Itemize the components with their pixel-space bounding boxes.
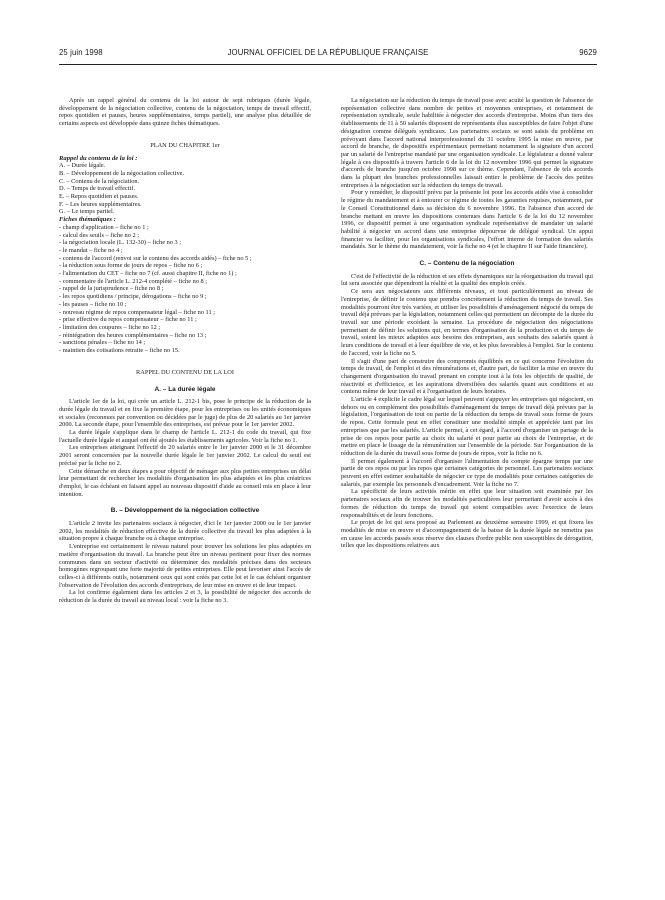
section-c-paragraph: Le projet de loi qui sera proposé au Parlement au deuxième semestre 1999, et qui fixera les modalités de mise en œuvre et d'accompagnement de la baisse de la durée légale ne remettra pas en cause les accords passés sous réserve des clauses d'ordre public non susceptibles de dérogation, telles que les dispositions relatives aux [341, 519, 593, 550]
fiche-item: - rappel de la jurisprudence – fiche no 8 ; [59, 285, 164, 293]
header-journal-title: JOURNAL OFFICIEL DE LA RÉPUBLIQUE FRANÇAISE [227, 48, 429, 57]
plan-title: PLAN DU CHAPITRE 1er [150, 141, 220, 149]
section-a-title: A. – La durée légale [154, 385, 216, 393]
fiche-item: - champ d'application – fiche no 1 ; [59, 223, 149, 231]
rappel-item: G. – Le temps partiel. [59, 208, 115, 216]
section-c-paragraph: Il s'agit d'une part de construire des compromis équilibrés en ce qui concerne l'évolution du temps de travail, de l'emploi et des rémunérations et, d'autre part, de faciliter la mise en œuvre du changement d'organisation du travail prenant en compte tout à la fois les objectifs de qualité, de réactivité et d'efficience, et les aspirations diversifiées des salariés quant aux conditions et au contenu même de leur travail et à l'organisation de leurs horaires. [341, 357, 593, 396]
fiche-item: - réintégration des heures complémentaires – fiche no 13 ; [59, 331, 207, 339]
fiche-item: - calcul des seuils – fiche no 2 ; [59, 231, 139, 239]
continued-paragraph: La négociation sur la réduction du temps de travail pose avec acuité la question de l'absence de représentation collective dans nombre de petites et moyennes entreprises, et notamment de représentation syndicale, seule habilitée à négocier des accords d'entreprise. Moins d'un tiers des établissements de 11 à 50 salariés disposent de représentants élus susceptibles de faire l'objet d'une désignation comme délégués syndicaux. Les partenaires sociaux se sont saisis du problème en prévoyant dans l'accord national interprofessionnel du 31 octobre 1995 la mise en œuvre, par accord de branche, de dispositifs expérimentaux permettant notamment la signature d'un accord par un salarié de l'entreprise mandaté par une organisation syndicale. Le législateur a donné valeur légale à ces dispositifs à travers l'article 6 de la loi du 12 novembre 1996 qui permet la signature d'accords de branche jusqu'en octobre 1998 sur ce thème. Cependant, l'absence de tels accords dans la plupart des branches professionnelles laissait entier le problème de l'accès des petites entreprises à la négociation sur la réduction du temps de travail. [341, 97, 593, 189]
rappel-item: A. – Durée légale. [59, 162, 106, 170]
rappel-item: C. – Contenu de la négociation. [59, 177, 140, 185]
intro-paragraph: Après un rappel général du contenu de la loi autour de sept rubriques (durée légale, développement de la négociation collective, contenu de la négociation, temps de travail effectif, repos quotidien et pauses, heures supplémentaires, temps partiel), une analyse plus détaillée de certains aspects est développée dans quinze fiches thématiques. [59, 97, 311, 128]
fiche-item: - l'alimentation du CET – fiche no 7 (cf. aussi chapitre II, fiche no 1) ; [59, 270, 237, 278]
rappel-item: E. – Repos quotidien et pauses. [59, 193, 139, 201]
section-c-paragraph: Il permet également à l'accord d'organiser l'alimentation du compte épargne temps par une partie de ces repos ou par les repos que certaines catégories de personnel. Les partenaires sociaux peuvent en effet estimer souhaitable de négocier ce type de modalités pour certaines catégories de salariés, par exemple les personnels d'encadrement. Voir la fiche no 7. [341, 457, 593, 488]
fiche-item: - limitation des coupures – fiche no 12 ; [59, 323, 161, 331]
section-a-paragraph: Cette démarche en deux étapes a pour objectif de ménager aux plus petites entreprises un délai leur permettant de rechercher les modalités d'organisation les plus adaptées et les plus créatrices d'emploi, le cas échéant en faisant appel au nouveau dispositif d'aide au conseil mis en place à leur intention. [59, 467, 311, 498]
section-a-paragraph: La durée légale s'applique dans le champ de l'article L. 212-1 du code du travail, qui fixe l'actuelle durée légale et auquel ont été ajoutés les établissements agricoles. Voir la fiche no 1. [59, 429, 311, 444]
section-b-paragraph: L'article 2 invite les partenaires sociaux à négocier, d'ici le 1er janvier 2000 ou le 1er janvier 2002, les modalités de réduction effective de la durée collective du travail les plus adaptées à la situation propre à chaque branche ou à chaque entreprise. [59, 520, 311, 543]
section-c-paragraph: Ce sera aux négociateurs aux différents niveaux, et tout particulièrement au niveau de l'entreprise, de définir le contenu que prendra concrètement la réduction du temps de travail. Ses modalités pourront être très variées, et utiliser les possibilités d'aménagement négocié du temps de travail déjà prévues par la législation, notamment celles qui permettent un décompte de la durée du travail sur une période excédant la semaine. La procédure de négociation des négociations permettant de définir les solutions qui, en termes d'organisation de la production et du temps de travail, soient les mieux adaptées aux besoins des entreprises, aux souhaits des salariés quant à leurs conditions de travail et à leur équilibre de vie, et les plus favorables à l'emploi. Sur le contenu de l'accord, voir la fiche no 5. [341, 288, 593, 357]
fiche-item: - commentaire de l'article L. 212-4 complété – fiche no 8 ; [59, 277, 208, 285]
fiche-item: - prise effective du repos compensateur – fiche no 11 ; [59, 316, 197, 324]
section-c-title: C. – Contenu de la négociation [419, 260, 515, 268]
rappel-item: D. – Temps de travail effectif. [59, 185, 135, 193]
section-b-paragraph: La loi confirme également dans les articles 2 et 3, la possibilité de négocier des accords de réduction de la durée du travail au niveau local : voir la fiche no 3. [59, 589, 311, 605]
header-page-number: 9629 [579, 48, 597, 57]
fiche-item: - maintien des cotisations retraite – fiche no 15. [59, 347, 180, 355]
header-rule [59, 64, 597, 65]
page-header [59, 48, 597, 62]
fiche-item: - la réduction sous forme de jours de repos – fiche no 6 ; [59, 262, 203, 270]
fiches-heading: Fiches thématiques : [59, 216, 116, 224]
rappel-item: B. – Développement de la négociation collective. [59, 169, 185, 177]
section-b-paragraph: L'entreprise est certainement le niveau naturel pour trouver les solutions les plus adaptées en matière d'organisation du travail. La branche peut être un niveau pertinent pour fixer des normes communes dans un secteur d'activité ou déterminer des modalités précises dans des secteurs homogènes regroupant une forte majorité de petites entreprises. Elle peut favoriser ainsi l'accès de celles-ci à différents outils, notamment ceux qui sont créés par cette loi et le cas échéant organiser l'observation de l'évolution des accords d'entreprises, de leur mise en œuvre et de leur impact. [59, 543, 311, 589]
header-date: 25 juin 1998 [59, 48, 103, 57]
fiche-item: - sanctions pénales – fiche no 14 ; [59, 339, 146, 347]
fiche-item: - contenu de l'accord (renvoi sur le contenu des accords aidés) – fiche no 5 ; [59, 254, 252, 262]
right-column [341, 97, 593, 550]
rappel-title: RAPPEL DU CONTENU DE LA LOI [136, 368, 234, 376]
rappel-heading: Rappel du contenu de la loi : [59, 154, 138, 162]
fiche-item: - les repos quotidiens / principe, dérogations – fiche no 9 ; [59, 293, 207, 301]
rappel-list [59, 162, 311, 216]
fiche-item: - nouveau régime de repos compensateur légal – fiche no 11 ; [59, 308, 216, 316]
section-a-paragraph: Les entreprises atteignant l'effectif de 20 salariés entre le 1er janvier 2000 et le 31 décembre 2001 seront concernées par la nouvelle durée légale le 1er janvier 2002. Le calcul du seuil est précisé par la fiche no 2. [59, 444, 311, 467]
continued-paragraph: Pour y remédier, le dispositif prévu par la présente loi pour les accords aidés vise à consolider le régime du mandatement et à entourer ce régime de toutes les garanties requises, notamment, par le Conseil Constitutionnel dans sa décision du 6 novembre 1996. En l'absence d'un accord de branche mettant en œuvre les dispositions contenues dans l'article 6 de la loi du 12 novembre 1996, ce dispositif permet à une organisation syndicale représentative de mandater un salarié habilité à négocier un accord dans une entreprise dépourvue de délégué syndical. Un appui financier va faciliter, pour les organisations syndicales, l'effort interne de formation des salariés mandatés. Sur le thème du mandatement, voir la fiche no 4 (et le chapitre II sur l'aide financière). [341, 189, 593, 251]
rappel-item: F. – Les heures supplémentaires. [59, 200, 142, 208]
section-c-paragraph: La spécificité de leurs activités mérite en effet que leur situation soit examinée par les partenaires sociaux afin de trouver les modalités particulières leur permettant d'avoir accès à des formes de réduction du temps de travail qui soient compatibles avec l'exercice de leurs responsabilités et de leurs fonctions. [341, 488, 593, 519]
section-b-title: B. – Développement de la négociation collective [110, 507, 260, 515]
section-c-paragraph: C'est de l'effectivité de la réduction et ses effets dynamiques sur la réorganisation du travail qui lui sera associée que dépendront la réalité et la qualité des emplois créés. [341, 272, 593, 288]
fiches-list [59, 224, 311, 355]
fiche-item: - la négociation locale (L. 132-30) – fiche no 3 ; [59, 239, 182, 247]
fiche-item: - le mandat – fiche no 4 ; [59, 246, 123, 254]
section-a-paragraph: L'article 1er de la loi, qui crée un article L. 212-1 bis, pose le principe de la réduction de la durée légale du travail et en fixe la première étape, pour les entreprises ou les unités économiques et sociales (reconnues par convention ou décidées par le juge) de plus de 20 salariés au 1er janvier 2000. La seconde étape, pour l'ensemble des entreprises, est prévue pour le 1er janvier 2002. [59, 398, 311, 429]
fiche-item: - les pauses – fiche no 10 ; [59, 300, 127, 308]
left-column [59, 97, 311, 605]
section-c-paragraph: L'article 4 explicite le cadre légal sur lequel peuvent s'appuyer les entreprises qui négocient, en dehors ou en complément des possibilités d'aménagement du temps de travail déjà prévues par la législation, l'organisation de tout ou partie de la réduction du temps de travail sous forme de jours de repos. Cette formule peut en effet constituer une modalité simple et appréciée tant par les entreprises que par les salariés. L'article permet, à cet égard, à l'accord d'organiser un partage de la prise de ces repos pour partie au choix du salarié et pour partie au choix de l'entreprise, et de mettre en place le lissage de la rémunération sur l'ensemble de la période. Sur l'organisation de la réduction de la durée du travail sous forme de jours de repos, voir la fiche no 6. [341, 396, 593, 457]
